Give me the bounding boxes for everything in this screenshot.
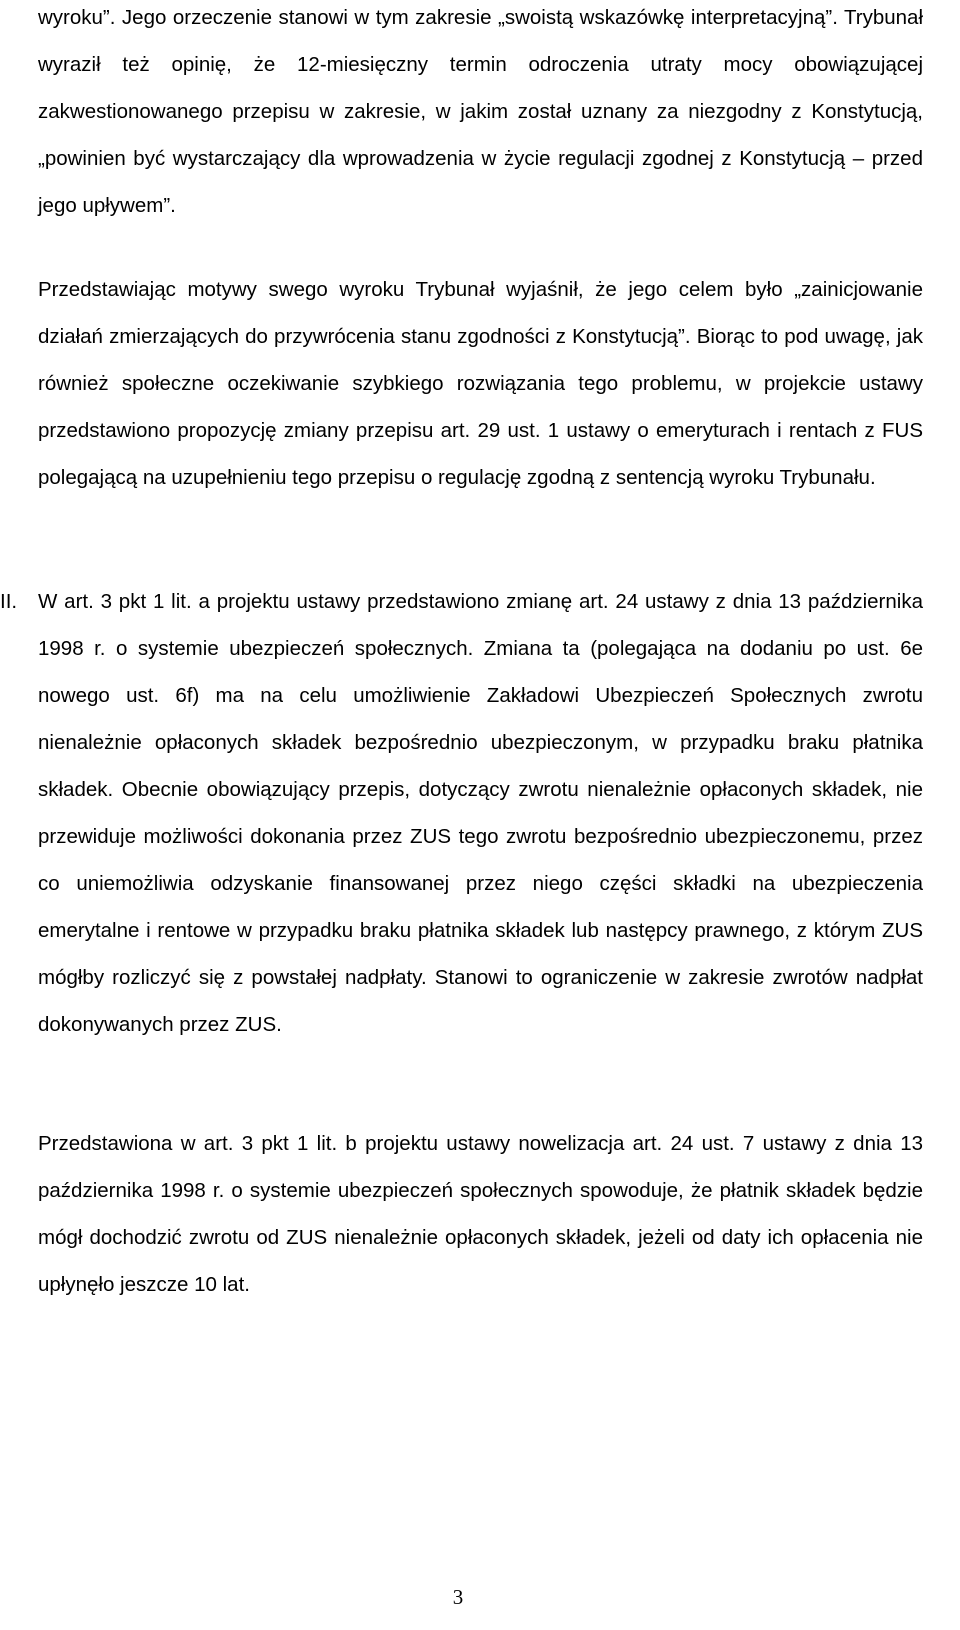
- paragraph-art-24-amendment: Przedstawiona w art. 3 pkt 1 lit. b projektu ustawy nowelizacja art. 24 ust. 7 ustawy z dnia 13 października 1998 r. o systemie ubezpieczeń społecznych spowoduje, że płatnik składek będzie mógł dochodzić zwrotu od ZUS nienależnie opłaconych składek, jeżeli od daty ich opłacenia nie upłynęło jeszcze 10 lat.: [38, 1132, 923, 1296]
- page-number: 3: [452, 1585, 464, 1609]
- section-number: II.: [0, 590, 18, 613]
- paragraph-tribunal-motives: Przedstawiając motywy swego wyroku Trybunał wyjaśnił, że jego celem było „zainicjowanie działań zmierzających do przywrócenia stanu zgodności z Konstytucją”. Biorąc to pod uwagę, jak również społeczne oczekiwanie szybkiego rozwiązania tego problemu, w projekcie ustawy przedstawiono propozycję zmiany przepisu art. 29 ust. 1 ustawy o emeryturach i rentach z FUS polegającą na uzupełnieniu tego przepisu o regulację zgodną z sentencją wyroku Trybunału.: [38, 278, 923, 489]
- paragraph-tribunal-opinion: wyroku”. Jego orzeczenie stanowi w tym zakresie „swoistą wskazówkę interpretacyjną”. Trybunał wyraził też opinię, że 12-miesięczny termin odroczenia utraty mocy obowiązującej zakwestionowanego przepisu w zakresie, w jakim został uznany za niezgodny z Konstytucją, „powinien być wystarczający dla wprowadzenia w życie regulacji zgodnej z Konstytucją – przed jego upływem”.: [38, 6, 923, 217]
- section-ii-text: W art. 3 pkt 1 lit. a projektu ustawy przedstawiono zmianę art. 24 ustawy z dnia 13 października 1998 r. o systemie ubezpieczeń społecznych. Zmiana ta (polegająca na dodaniu po ust. 6e nowego ust. 6f) ma na celu umożliwienie Zakładowi Ubezpieczeń Społecznych zwrotu nienależnie opłaconych składek bezpośrednio ubezpieczonym, w przypadku braku płatnika składek. Obecnie obowiązujący przepis, dotyczący zwrotu nienależnie opłaconych składek, nie przewiduje możliwości dokonania przez ZUS tego zwrotu bezpośrednio ubezpieczonemu, przez co uniemożliwia odzyskanie finansowanej przez niego części składki na ubezpieczenia emerytalne i rentowe w przypadku braku płatnika składek lub następcy prawnego, z którym ZUS mógłby rozliczyć się z powstałej nadpłaty. Stanowi to ograniczenie w zakresie zwrotów nadpłat dokonywanych przez ZUS.: [38, 590, 923, 1036]
